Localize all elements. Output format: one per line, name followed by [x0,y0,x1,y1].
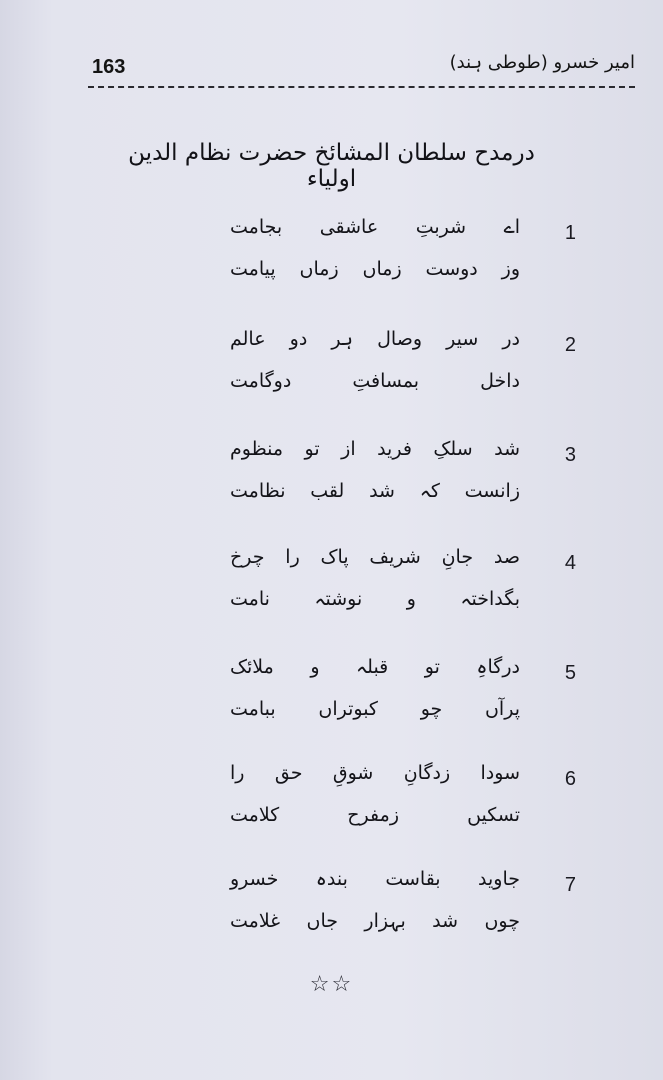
stanza-number: 2 [564,334,576,356]
verse-line: پرآں چو کبوتراں ببامت [230,698,520,720]
stanza-3 [200,436,590,516]
verse-line: در سیر وصال ہر دو عالم [230,328,520,350]
stanza-5 [200,654,590,734]
header-divider [88,86,635,88]
stanza-4 [200,544,590,624]
stanza-number: 3 [564,444,576,466]
running-head: امیر خسرو (طوطی ہند) [449,52,635,73]
stanza-1 [200,214,590,294]
verse-line: تسکیں زمفرح کلامت [230,804,520,826]
verse-line: سودا زدگانِ شوقِ حق را [230,762,520,784]
stanza-number: 5 [564,662,576,684]
star-ornament: ☆☆ [309,972,354,997]
stanza-number: 7 [564,874,576,896]
page-header [92,52,635,84]
verse-line: وز دوست زماں زماں پیامت [230,258,520,280]
verse-line: بگداختہ و نوشتہ نامت [230,588,520,610]
verse-line: شد سلکِ فرید از تو منظوم [230,438,520,460]
verse-line: صد جانِ شریف پاک را چرخ [230,546,520,568]
verse-line: جاوید بقاست بندہ خسرو [230,868,520,890]
verse-line: چوں شد بہزار جاں غلامت [230,910,520,932]
verse-line: داخل بمسافتِ دوگامت [230,370,520,392]
verse-line: زانست کہ شد لقب نظامت [230,480,520,502]
verse-line: درگاہِ تو قبلہ و ملائک [230,656,520,678]
stanza-number: 1 [564,222,576,244]
page-number: 163 [92,56,126,78]
poem-title: درمدح سلطان المشائخ حضرت نظام الدین اولیاء [128,140,535,192]
stanza-7 [200,866,590,946]
stanza-number: 6 [564,768,576,790]
verse-line: اے شربتِ عاشقی بجامت [230,216,520,238]
stanza-2 [200,326,590,406]
stanza-6 [200,760,590,840]
stanza-number: 4 [564,552,576,574]
